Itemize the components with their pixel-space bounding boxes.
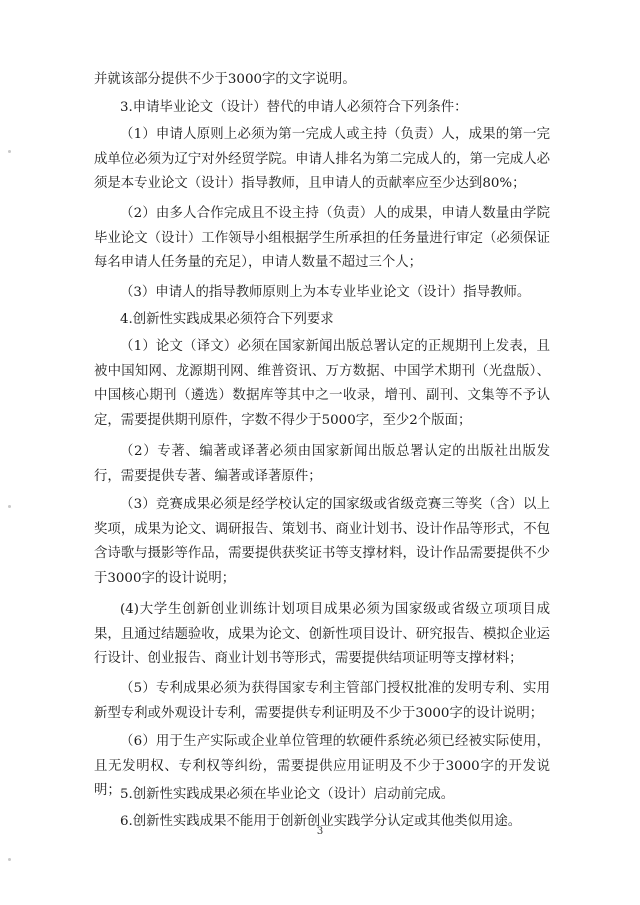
paragraph-4-item-4: (4)大学生创新创业训练计划项目成果必须为国家级或省级立项项目成果，且通过结题验收，成果为论文、创新性项目设计、研究报告、模拟企业运行设计、创业报告、商业计划书等形式，需要提供结项证明等支撑材料； [94,602,550,666]
page-number: 3 [316,826,324,837]
paragraph-4-item-5: （5）专利成果必须为获得国家专利主管部门授权批准的发明专利、实用新型专利或外观设计专利，需要提供专利证明及不少于3000字的设计说明； [94,681,550,721]
paragraph-4-item-6: （6）用于生产实际或企业单位管理的软硬件系统必须已经被实际使用，且无发明权、专利权等纠纷，需要提供应用证明及不少于3000字的开发说明； [94,734,550,798]
paragraph-4-item-2: （2）专著、编著或译著必须由国家新闻出版总署认定的出版社出版发行，需要提供专著、编著或译著原件； [94,444,550,484]
paragraph-section-4-heading: 4.创新性实践成果必须符合下列要求 [120,312,334,327]
paragraph-section-3-heading: 3.申请毕业论文（设计）替代的申请人必须符合下列条件： [120,100,468,115]
paragraph-section-5: 5.创新性实践成果必须在毕业论文（设计）启动前完成。 [120,787,455,802]
paragraph-3-item-2: （2）由多人合作完成且不设主持（负责）人的成果，申请人数量由学院毕业论文（设计）工作领导小组根据学生所承担的任务量进行审定（必须保证每名申请人任务量的充足），申请人数量不超过三个人； [94,206,550,270]
scan-margin-mark [8,150,11,153]
scan-margin-mark [8,505,11,508]
paragraph-4-item-3: （3）竞赛成果必须是经学校认定的国家级或省级竞赛三等奖（含）以上奖项，成果为论文、调研报告、策划书、商业计划书、设计作品等形式，不包含诗歌与摄影等作品，需要提供获奖证书等支撑材料，设计作品需要提供不少于3000字的设计说明； [94,497,550,586]
paragraph-section-6: 6.创新性实践成果不能用于创新创业实践学分认定或其他类似用途。 [120,814,522,829]
paragraph-continuation: 并就该部分提供不少于3000字的文字说明。 [94,72,356,87]
paragraph-3-item-1: （1）申请人原则上必须为第一完成人或主持（负责）人，成果的第一完成单位必须为辽宁对外经贸学院。申请人排名为第二完成人的，第一完成人必须是本专业论文（设计）指导教师，且申请人的贡献率应至少达到80%； [94,127,550,191]
scan-margin-mark [8,858,11,861]
paragraph-3-item-3: （3）申请人的指导教师原则上为本专业毕业论文（设计）指导教师。 [120,285,531,300]
paragraph-4-item-1: （1）论文（译文）必须在国家新闻出版总署认定的正规期刊上发表，且被中国知网、龙源期刊网、维普资讯、万方数据、中国学术期刊（光盘版）、中国核心期刊（遴选）数据库等其中之一收录，增刊、副刊、文集等不予认定，需要提供期刊原件，字数不得少于5000字，至少2个版面； [94,339,550,428]
